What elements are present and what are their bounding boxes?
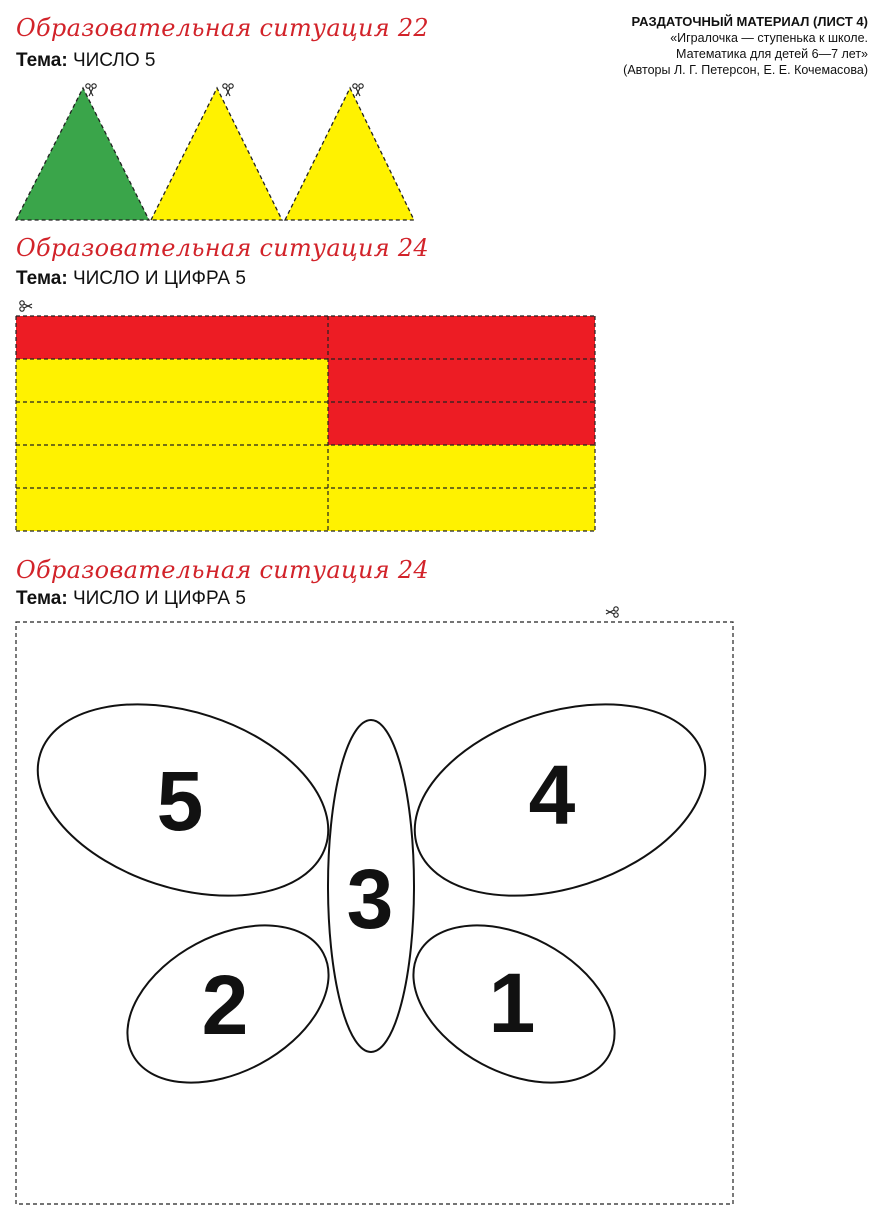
scissors-icon (86, 84, 96, 96)
scissors-icon (20, 301, 32, 311)
section-1-topic-value: ЧИСЛО 5 (72, 50, 156, 71)
strip-cell-left-2 (16, 359, 328, 402)
number-2: 2 (201, 958, 249, 1052)
section-1-topic-label: Тема: (16, 50, 68, 71)
strip-cell-right-2 (328, 359, 595, 402)
section-2-topic (16, 268, 246, 290)
strip-cell-left-5 (16, 488, 328, 531)
scissors-icon (606, 607, 618, 617)
strip-cell-right-4 (328, 445, 595, 488)
handout-title: РАЗДАТОЧНЫЙ МАТЕРИАЛ (ЛИСТ 4) (631, 14, 868, 29)
triangle-yellow-2 (285, 88, 414, 220)
handout-authors: (Авторы Л. Г. Петерсон, Е. Е. Кочемасова) (623, 63, 868, 77)
handout-book-line2: Математика для детей 6—7 лет» (676, 47, 868, 61)
number-3: 3 (346, 852, 394, 946)
section-2-topic-label: Тема: (16, 268, 68, 289)
triangles-cutout (0, 78, 420, 228)
scissors-icon (223, 84, 233, 96)
strip-cell-left-3 (16, 402, 328, 445)
scissors-icon (353, 84, 363, 96)
section-1-title: Образовательная ситуация 22 (16, 14, 430, 42)
handout-header (623, 14, 868, 78)
triangle-green (16, 88, 149, 220)
butterfly-cutout (0, 600, 884, 1200)
number-1: 1 (488, 956, 536, 1050)
section-1-topic (16, 50, 155, 72)
section-3-topic-label: Тема: (16, 588, 68, 609)
strips-cutout (0, 296, 600, 536)
handout-book-line1: «Игралочка — ступенька к школе. (670, 31, 868, 45)
triangle-yellow-1 (151, 88, 282, 220)
number-4: 4 (528, 748, 576, 842)
section-3-topic-value: ЧИСЛО И ЦИФРА 5 (72, 588, 246, 609)
strip-cell-left-1 (16, 316, 328, 359)
strip-cell-right-3 (328, 402, 595, 445)
strip-cell-right-1 (328, 316, 595, 359)
strip-cell-left-4 (16, 445, 328, 488)
number-5: 5 (156, 754, 204, 848)
section-3-title: Образовательная ситуация 24 (16, 556, 430, 584)
section-2-topic-value: ЧИСЛО И ЦИФРА 5 (72, 268, 246, 289)
section-2-title: Образовательная ситуация 24 (16, 234, 430, 262)
strip-cell-right-5 (328, 488, 595, 531)
